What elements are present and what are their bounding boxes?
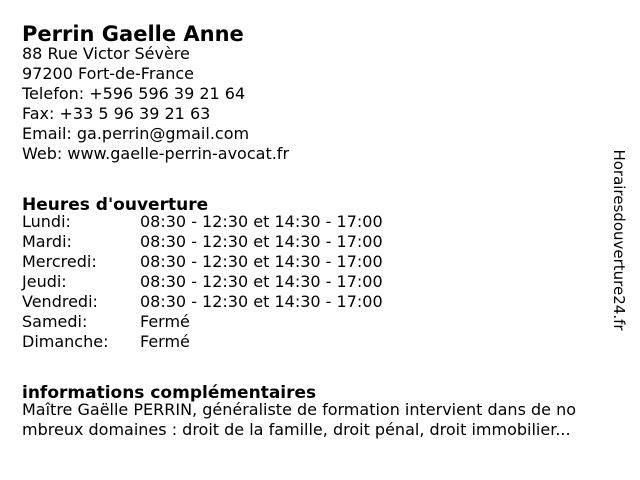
day-hours: 08:30 - 12:30 et 14:30 - 17:00 <box>140 212 383 231</box>
fax-line: Fax: +33 5 96 39 21 63 <box>22 104 211 123</box>
day-hours: 08:30 - 12:30 et 14:30 - 17:00 <box>140 252 383 271</box>
day-hours: 08:30 - 12:30 et 14:30 - 17:00 <box>140 272 383 291</box>
hours-row-sunday <box>22 332 383 352</box>
hours-row-saturday <box>22 312 383 332</box>
day-hours: 08:30 - 12:30 et 14:30 - 17:00 <box>140 232 383 251</box>
info-text-line-1: Maître Gaëlle PERRIN, généraliste de formation intervient dans de no <box>22 400 577 419</box>
day-label: Mardi: <box>22 232 72 251</box>
address-city: 97200 Fort-de-France <box>22 64 195 83</box>
email-line: Email: ga.perrin@gmail.com <box>22 124 250 143</box>
hours-row-thursday <box>22 272 383 292</box>
brand-watermark-vertical: Horairesdouverture24.fr <box>610 149 628 331</box>
info-text-line-2: mbreux domaines : droit de la famille, droit pénal, droit immobilier... <box>22 420 571 439</box>
phone-line: Telefon: +596 596 39 21 64 <box>22 84 246 103</box>
contact-block <box>22 44 289 164</box>
day-hours: 08:30 - 12:30 et 14:30 - 17:00 <box>140 292 383 311</box>
day-label: Jeudi: <box>22 272 67 291</box>
hours-row-wednesday <box>22 252 383 272</box>
day-label: Mercredi: <box>22 252 97 271</box>
address-street: 88 Rue Victor Sévère <box>22 44 190 63</box>
day-label: Vendredi: <box>22 292 98 311</box>
additional-info-paragraph <box>22 400 576 440</box>
additional-info-heading: informations complémentaires <box>22 383 317 404</box>
day-label: Lundi: <box>22 212 71 231</box>
opening-hours-table <box>22 212 383 352</box>
day-label: Samedi: <box>22 312 88 331</box>
opening-hours-heading: Heures d'ouverture <box>22 195 209 216</box>
day-hours: Fermé <box>140 332 190 351</box>
hours-row-friday <box>22 292 383 312</box>
day-label: Dimanche: <box>22 332 109 351</box>
hours-row-tuesday <box>22 232 383 252</box>
page-title: Perrin Gaelle Anne <box>22 22 244 47</box>
hours-row-monday <box>22 212 383 232</box>
day-hours: Fermé <box>140 312 190 331</box>
website-line: Web: www.gaelle-perrin-avocat.fr <box>22 144 290 163</box>
